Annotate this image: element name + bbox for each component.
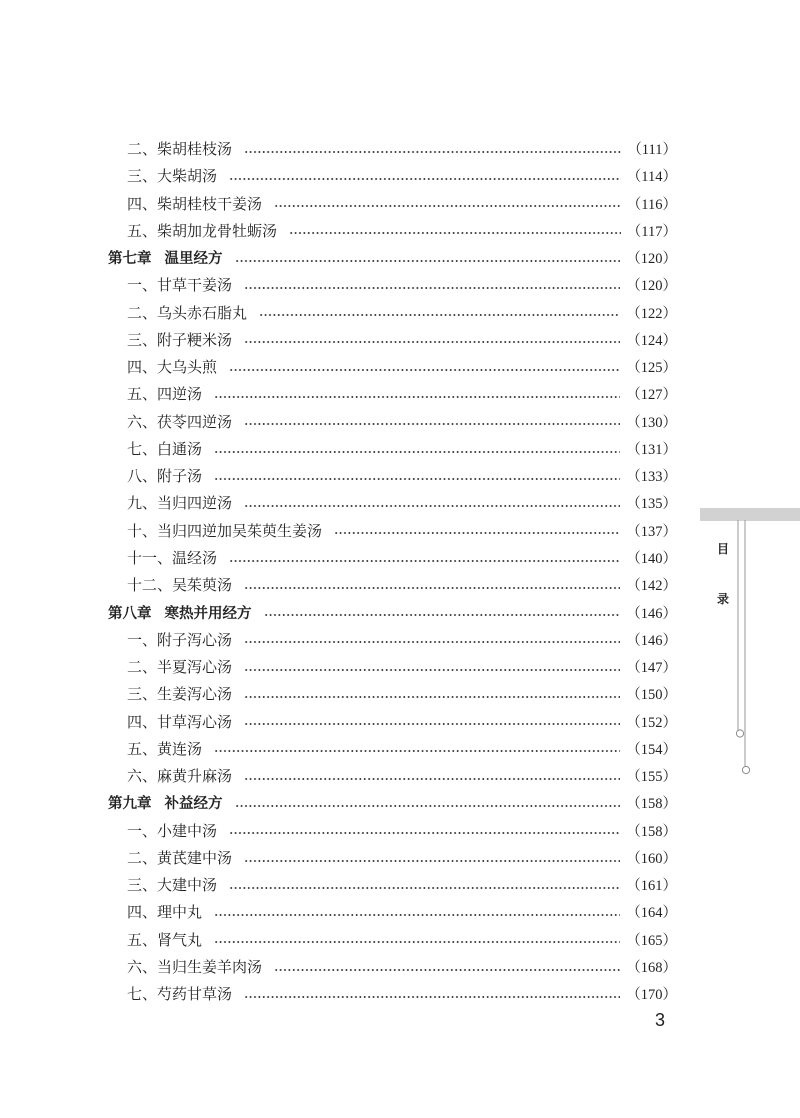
toc-page-ref: （160） bbox=[626, 850, 677, 867]
toc-item-row bbox=[108, 955, 677, 982]
toc-dot-leader bbox=[244, 722, 620, 726]
toc-item-row bbox=[108, 219, 677, 246]
toc-chapter-row bbox=[108, 791, 677, 818]
toc-item-label: 六、茯苓四逆汤 bbox=[127, 414, 233, 431]
toc-item-label: 七、芍药甘草汤 bbox=[127, 987, 233, 1004]
toc-page-ref: （111） bbox=[627, 142, 677, 158]
toc-item-row bbox=[108, 273, 677, 300]
toc-page-ref: （140） bbox=[626, 550, 677, 567]
toc-page-ref: （124） bbox=[626, 332, 677, 349]
toc-page-ref: （125） bbox=[626, 360, 677, 377]
page-number: 3 bbox=[655, 1010, 666, 1030]
toc-item-row bbox=[108, 491, 677, 518]
toc-item-row bbox=[108, 982, 677, 1009]
toc-dot-leader bbox=[244, 422, 620, 426]
toc-item-row bbox=[108, 655, 677, 682]
toc-dot-leader bbox=[274, 204, 621, 208]
toc-page-ref: （146） bbox=[626, 605, 677, 622]
toc-item-label: 三、大柴胡汤 bbox=[127, 169, 218, 186]
toc-item-row bbox=[108, 873, 677, 900]
toc-chapter-number: 第七章 bbox=[108, 251, 152, 268]
toc-page-ref: （120） bbox=[626, 278, 677, 295]
toc-page-ref: （147） bbox=[626, 660, 677, 677]
toc-chapter-row bbox=[108, 601, 677, 628]
toc-item-label: 十、当归四逆加吴茱萸生姜汤 bbox=[127, 523, 323, 540]
toc-dot-leader bbox=[244, 504, 620, 508]
toc-item-label: 五、肾气丸 bbox=[127, 932, 203, 949]
toc-item-row bbox=[108, 137, 677, 164]
toc-page-ref: （137） bbox=[626, 523, 677, 540]
toc-item-row bbox=[108, 764, 677, 791]
toc-dot-leader bbox=[229, 177, 621, 181]
toc-page-ref: （146） bbox=[626, 632, 677, 649]
toc-item-row bbox=[108, 628, 677, 655]
toc-item-label: 四、甘草泻心汤 bbox=[127, 714, 233, 731]
toc-item-row bbox=[108, 437, 677, 464]
side-tab-char-lu: 录 bbox=[716, 592, 729, 606]
toc-dot-leader bbox=[244, 286, 620, 290]
toc-dot-leader bbox=[244, 777, 620, 781]
toc-item-label: 五、黄连汤 bbox=[127, 741, 203, 758]
toc-chapter-row bbox=[108, 246, 677, 273]
toc-item-row bbox=[108, 355, 677, 382]
toc-item-row bbox=[108, 819, 677, 846]
toc-item-row bbox=[108, 546, 677, 573]
toc-page-ref: （130） bbox=[626, 414, 677, 431]
toc-item-row bbox=[108, 900, 677, 927]
toc-item-label: 一、小建中汤 bbox=[127, 823, 218, 840]
toc-dot-leader bbox=[244, 695, 620, 699]
toc-dot-leader bbox=[214, 749, 620, 753]
toc-page-ref: （161） bbox=[626, 878, 677, 895]
toc-page-ref: （117） bbox=[626, 223, 677, 240]
toc-item-label: 十一、温经汤 bbox=[127, 550, 218, 567]
toc-page-ref: （158） bbox=[626, 823, 677, 840]
toc-dot-leader bbox=[244, 668, 620, 672]
toc-item-row bbox=[108, 573, 677, 600]
toc-dot-leader bbox=[229, 559, 620, 563]
toc-item-row bbox=[108, 682, 677, 709]
toc-item-row bbox=[108, 928, 677, 955]
toc-item-row bbox=[108, 301, 677, 328]
toc-page-ref: （154） bbox=[626, 741, 677, 758]
toc-item-label: 七、白通汤 bbox=[127, 441, 203, 458]
toc-page-ref: （135） bbox=[626, 496, 677, 513]
toc-page-ref: （131） bbox=[626, 441, 677, 458]
toc-chapter-title: 寒热并用经方 bbox=[164, 605, 252, 622]
toc-dot-leader bbox=[264, 613, 621, 617]
toc-dot-leader bbox=[235, 804, 621, 808]
toc-dot-leader bbox=[214, 940, 620, 944]
side-tab-ornament bbox=[730, 520, 754, 780]
toc-item-label: 一、附子泻心汤 bbox=[127, 632, 233, 649]
toc-page-ref: （168） bbox=[626, 959, 677, 976]
toc-dot-leader bbox=[274, 968, 620, 972]
toc-item-row bbox=[108, 464, 677, 491]
toc-item-label: 六、麻黄升麻汤 bbox=[127, 769, 233, 786]
toc-dot-leader bbox=[229, 368, 620, 372]
toc-item-label: 二、黄芪建中汤 bbox=[127, 850, 233, 867]
toc-dot-leader bbox=[244, 586, 620, 590]
toc-page-ref: （116） bbox=[626, 196, 677, 213]
toc-item-row bbox=[108, 410, 677, 437]
toc-page-ref: （164） bbox=[626, 905, 677, 922]
toc-item-label: 五、四逆汤 bbox=[127, 387, 203, 404]
toc-page-ref: （150） bbox=[626, 687, 677, 704]
toc-page-ref: （122） bbox=[626, 305, 677, 322]
toc-item-row bbox=[108, 710, 677, 737]
toc-item-label: 二、半夏泻心汤 bbox=[127, 660, 233, 677]
toc-item-label: 三、生姜泻心汤 bbox=[127, 687, 233, 704]
toc-chapter-title: 温里经方 bbox=[164, 251, 223, 268]
toc-dot-leader bbox=[244, 150, 621, 154]
toc-item-label: 四、柴胡桂枝干姜汤 bbox=[127, 196, 263, 213]
toc-page-ref: （152） bbox=[626, 714, 677, 731]
toc-item-row bbox=[108, 737, 677, 764]
toc-item-row bbox=[108, 846, 677, 873]
toc-item-label: 八、附子汤 bbox=[127, 469, 203, 486]
toc-item-label: 四、理中丸 bbox=[127, 905, 203, 922]
toc-dot-leader bbox=[289, 231, 621, 235]
toc-page-ref: （127） bbox=[626, 387, 677, 404]
toc-dot-leader bbox=[259, 313, 620, 317]
toc-dot-leader bbox=[214, 395, 620, 399]
toc-item-label: 一、甘草干姜汤 bbox=[127, 278, 233, 295]
toc-page-ref: （120） bbox=[626, 251, 677, 268]
toc-dot-leader bbox=[244, 995, 620, 999]
toc-page-ref: （142） bbox=[626, 578, 677, 595]
toc-item-row bbox=[108, 192, 677, 219]
toc-page-ref: （170） bbox=[626, 987, 677, 1004]
toc-dot-leader bbox=[244, 340, 620, 344]
toc-item-row bbox=[108, 519, 677, 546]
toc-chapter-number: 第八章 bbox=[108, 605, 152, 622]
toc-dot-leader bbox=[334, 531, 620, 535]
toc-dot-leader bbox=[214, 477, 620, 481]
toc-dot-leader bbox=[214, 913, 620, 917]
toc-item-label: 十二、吴茱萸汤 bbox=[127, 578, 233, 595]
toc-item-label: 三、附子粳米汤 bbox=[127, 332, 233, 349]
toc-page-ref: （133） bbox=[626, 469, 677, 486]
side-tab-char-mu: 目 bbox=[716, 542, 729, 556]
toc-dot-leader bbox=[244, 859, 620, 863]
toc-dot-leader bbox=[229, 831, 620, 835]
toc-chapter-title: 补益经方 bbox=[164, 796, 223, 813]
toc-dot-leader bbox=[235, 259, 621, 263]
toc-item-label: 五、柴胡加龙骨牡蛎汤 bbox=[127, 223, 278, 240]
toc-item-label: 三、大建中汤 bbox=[127, 878, 218, 895]
toc-dot-leader bbox=[229, 886, 620, 890]
toc-page-ref: （114） bbox=[626, 169, 677, 186]
toc-item-label: 二、乌头赤石脂丸 bbox=[127, 305, 248, 322]
toc-dot-leader bbox=[214, 450, 620, 454]
toc-item-row bbox=[108, 164, 677, 191]
table-of-contents bbox=[108, 137, 677, 1010]
toc-dot-leader bbox=[244, 640, 620, 644]
toc-page-ref: （155） bbox=[626, 769, 677, 786]
toc-page-ref: （165） bbox=[626, 932, 677, 949]
toc-chapter-number: 第九章 bbox=[108, 796, 152, 813]
toc-item-label: 九、当归四逆汤 bbox=[127, 496, 233, 513]
toc-page-ref: （158） bbox=[626, 796, 677, 813]
toc-item-label: 二、柴胡桂枝汤 bbox=[127, 142, 233, 158]
toc-item-label: 六、当归生姜羊肉汤 bbox=[127, 959, 263, 976]
toc-item-row bbox=[108, 328, 677, 355]
toc-item-row bbox=[108, 382, 677, 409]
toc-item-label: 四、大乌头煎 bbox=[127, 360, 218, 377]
